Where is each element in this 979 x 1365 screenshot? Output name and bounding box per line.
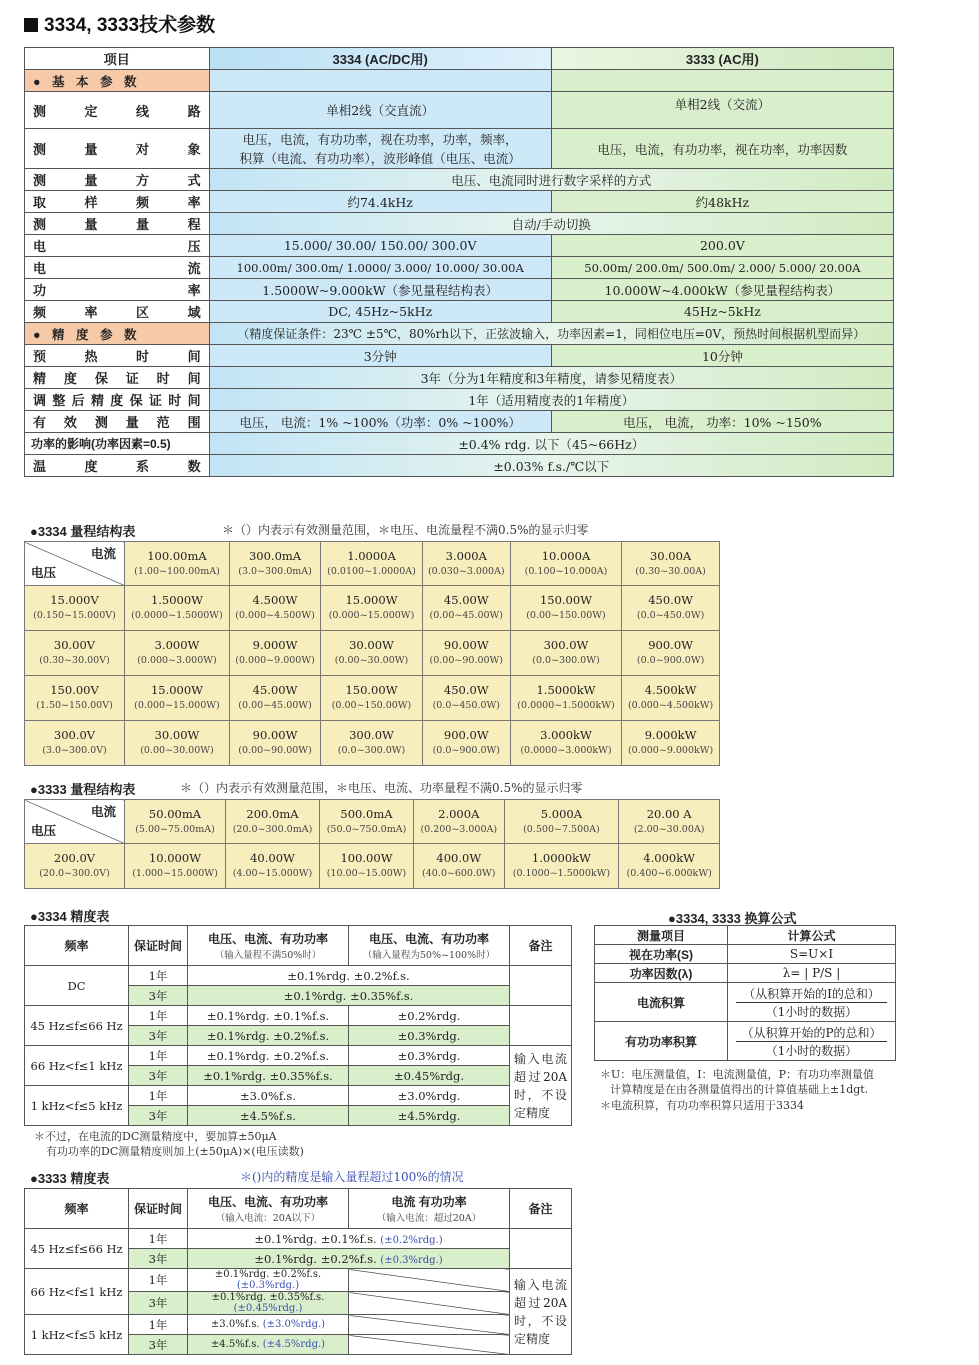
range3333-note: ＊（）内表示有效测量范围，＊电压、电流、功率量程不满0.5%的显示归零 <box>180 781 583 795</box>
acc3333-caption: ●3333 精度表 <box>30 1171 110 1186</box>
acc3333-table: 频率 保证时间 电压、电流、有功功率 （输入电流：20A以下） 电流 有功功率 （输入电流：超过20A） 备注 45 Hz≤f≤66 Hz 1年 ±0.1%rdg. ±0.1%f.s. (±0.2%rdg.) 3年 ±0.1%rdg. ±0.2%f.s. (±0.3%rdg.) 66 Hz<f≤1 kHz 1年 ±0.1%rdg. ±0.2%f.s.(±0.3%rdg.) 输入电流超过20A时，不设定精度 3年 ±0.1%rdg. ±0.35%f.s.(±0.45%rdg.) 1 kHz<f≤5 kHz 1年 ±3.0%f.s. (±3.0%rdg.) 3年 ±4.5%f.s. (±4.5%rdg.) <box>24 1188 572 1355</box>
row-label: 测定线路 <box>25 92 210 129</box>
hdr-3334: 3334 (AC/DC用) <box>209 48 551 70</box>
hdr-3333: 3333 (AC用) <box>551 48 893 70</box>
formula-table: 测量项目 计算公式 视在功率(S) S=U×I 功率因数(λ) λ= | P/S | 电流积算 （从积算开始的I的总和） （1小时的数据） 有功功率积算 （从积算开始的P的总和） （1小时的数据） <box>594 925 896 1061</box>
section-basic: ● 基 本 参 数 <box>25 70 210 92</box>
spec-table: 项目 3334 (AC/DC用) 3333 (AC用) ● 基 本 参 数 测定线路 单相2线（交直流） 单相2线（交流） 测量对象 电压，电流，有功功率，视在功率，功率，频率， 积算（电流、有功功率），波形峰值（电压、电流） 电压，电流，有功功率，视在功率，功率因数 测量方式 电压、电流同时进行数字采样的方式 取样频率 约74.4kHz 约48kHz 测量量程 自动/手动切换 电 压 15.000/ 30.00/ 150.00/ 300.0V 200.0V 电 流 100.00m/ 300.0m/ 1.0000/ 3.000/ 10.000/ 30.00A 50.00m/ 200.0m/ 500.0m/ 2.000/ 5.000/ 20.00A 功 率 1.5000W~9.000kW（参见量程结构表） 10.000W~4.000kW（参见量程结构表） 频率区域 DC, 45Hz~5kHz 45Hz~5kHz ● 精 度 参 数 （精度保证条件：23℃ ±5℃，80%rh以下，正弦波输入，功率因素=1，同相位电压=0V，预热时间根据机型而异） 预热时间 3分钟 10分钟 精度保证时间 3年（分为1年精度和3年精度，请参见精度表） 调整后精度保证时间 1年（适用精度表的1年精度） 有效测量范围 电压， 电流：1% ~100%（功率：0% ~100%） 电压， 电流， 功率：10% ~150% 功率的影响(功率因素=0.5) ±0.4% rdg. 以下（45~66Hz） 温度系数 ±0.03% f.s./℃以下 <box>24 47 894 477</box>
hdr-item: 项目 <box>25 48 210 70</box>
section-accuracy: ● 精 度 参 数 <box>25 323 210 345</box>
acc3334-table: 频率 保证时间 电压、电流、有功功率 （输入量程不满50%时） 电压、电流、有功功率 （输入量程为50%~100%时） 备注 DC 1年 ±0.1%rdg. ±0.2%f.s. 3年 ±0.1%rdg. ±0.35%f.s. 45 Hz≤f≤66 Hz 1年 ±0.1%rdg. ±0.1%f.s. ±0.2%rdg. 3年 ±0.1%rdg. ±0.2%f.s. ±0.3%rdg. 66 Hz<f≤1 kHz 1年 ±0.1%rdg. ±0.2%f.s. ±0.3%rdg. 输入电流超过20A时，不设定精度 3年 ±0.1%rdg. ±0.35%f.s. ±0.45%rdg. 1 kHz<f≤5 kHz 1年 ±3.0%f.s. ±3.0%rdg. 3年 ±4.5%f.s. ±4.5%rdg. <box>24 925 572 1126</box>
range3333-table: 电流 电压 50.00mA (5.00~75.00mA) 200.0mA (20.0~300.0mA) 500.0mA (50.0~750.0mA) 2.000A (0.200~3.000A) 5.000A (0.500~7.500A) 20.00 A (2.00~30.00A) 200.0V (20.0~300.0V) 10.000W (1.000~15.000W) 40.00W (4.00~15.000W) 100.00W (10.00~15.00W) 400.0W (40.0~600.0W) 1.0000kW (0.1000~1.5000kW) 4.000kW (0.400~6.000kW) <box>24 799 720 889</box>
range3334-caption: ●3334 量程结构表 <box>30 524 136 539</box>
range3334-table: 电流 电压 100.00mA (1.00~100.00mA) 300.0mA (3.0~300.0mA) 1.0000A (0.0100~1.0000A) 3.000A (0.030~3.000A) 10.000A (0.100~10.000A) 30.00A (0.30~30.00A) 15.000V (0.150~15.000V) 1.5000W (0.0000~1.5000W) 4.500W (0.000~4.500W) 15.000W (0.000~15.000W) 45.00W (0.00~45.00W) 150.00W (0.00~150.00W) 450.0W (0.0~450.0W) 30.00V (0.30~30.00V) 3.000W (0.000~3.000W) 9.000W (0.000~9.000W) 30.00W (0.00~30.00W) 90.00W (0.00~90.00W) 300.0W (0.0~300.0W) 900.0W (0.0~900.0W) 150.00V (1.50~150.00V) 15.000W (0.000~15.000W) 45.00W (0.00~45.00W) 150.00W (0.00~150.00W) 450.0W (0.0~450.0W) 1.5000kW (0.0000~1.5000kW) 4.500kW (0.000~4.500kW) 300.0V (3.0~300.0V) 30.00W (0.00~30.00W) 90.00W (0.00~90.00W) 300.0W (0.0~300.0W) 900.0W (0.0~900.0W) 3.000kW (0.0000~3.000kW) 9.000kW (0.000~9.000kW) <box>24 541 720 766</box>
range3333-caption: ●3333 量程结构表 <box>30 782 136 797</box>
acc3334-caption: ●3334 精度表 <box>30 909 110 924</box>
page-title: 3334, 3333技术参数 <box>24 10 215 37</box>
range3334-note: ＊（）内表示有效测量范围，＊电压、电流量程不满0.5%的显示归零 <box>222 523 589 537</box>
acc3333-note: ＊()内的精度是输入量程超过100%的情况 <box>240 1170 464 1184</box>
formula-caption: ●3334, 3333 换算公式 <box>668 911 797 926</box>
